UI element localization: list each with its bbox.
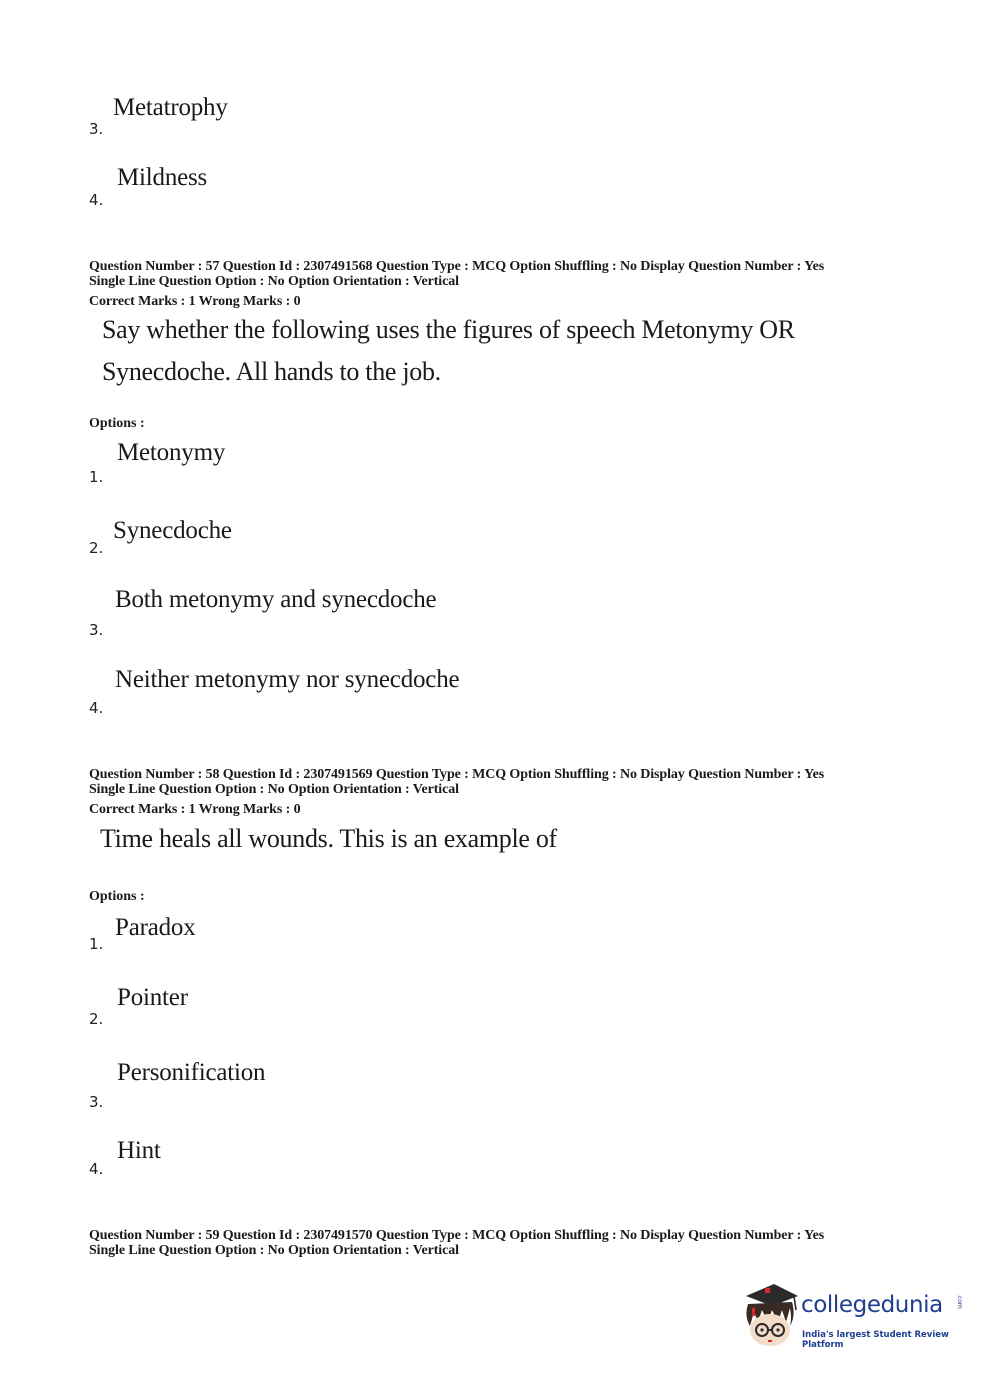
q58-option-3-number: 3. [89, 1093, 104, 1111]
logo-dotcom: .com [956, 1294, 963, 1309]
q58-option-2-text: Pointer [117, 984, 188, 1011]
q57-option-2-number: 2. [89, 539, 104, 557]
q57-option-1-text: Metonymy [117, 439, 226, 466]
q58-meta-line1: Question Number : 58 Question Id : 2307491569 Question Type : MCQ Option Shuffling : No Display Question Number : Yes [89, 767, 825, 782]
q57-options-label: Options : [89, 416, 145, 431]
q57-option-2-text: Synecdoche [113, 517, 232, 544]
q58-option-4-text: Hint [117, 1137, 161, 1164]
q57-option-1-number: 1. [89, 468, 104, 486]
q58-options-label: Options : [89, 889, 145, 904]
q58-option-3-text: Personification [117, 1059, 266, 1086]
q57-meta-line1: Question Number : 57 Question Id : 2307491568 Question Type : MCQ Option Shuffling : No Display Question Number : Yes [89, 259, 825, 274]
q58-option-2-number: 2. [89, 1010, 104, 1028]
q57-meta-line2: Single Line Question Option : No Option Orientation : Vertical [89, 274, 459, 289]
collegedunia-logo [740, 1282, 970, 1352]
logo-tagline: India's largest Student Review Platform [802, 1330, 949, 1350]
q58-option-1-text: Paradox [115, 914, 196, 941]
prev-option-4-number: 4. [89, 191, 104, 209]
q57-option-4-text: Neither metonymy nor synecdoche [115, 666, 460, 693]
q58-meta-line2: Single Line Question Option : No Option Orientation : Vertical [89, 782, 459, 797]
q58-option-1-number: 1. [89, 935, 104, 953]
q59-meta-line2: Single Line Question Option : No Option Orientation : Vertical [89, 1243, 459, 1258]
prev-option-4-text: Mildness [117, 164, 208, 191]
q57-option-3-number: 3. [89, 621, 104, 639]
q58-option-4-number: 4. [89, 1160, 104, 1178]
q57-option-4-number: 4. [89, 699, 104, 717]
q58-marks: Correct Marks : 1 Wrong Marks : 0 [89, 802, 301, 817]
q57-option-3-text: Both metonymy and synecdoche [115, 586, 437, 613]
q59-meta-line1: Question Number : 59 Question Id : 2307491570 Question Type : MCQ Option Shuffling : No Display Question Number : Yes [89, 1228, 825, 1243]
q58-question-line1: Time heals all wounds. This is an example of [100, 824, 557, 853]
q57-question-line2: Synecdoche. All hands to the job. [102, 357, 441, 386]
logo-wordmark: collegedunia [801, 1292, 943, 1318]
q57-question-line1: Say whether the following uses the figures of speech Metonymy OR [102, 315, 795, 344]
q57-marks: Correct Marks : 1 Wrong Marks : 0 [89, 294, 301, 309]
prev-option-3-text: Metatrophy [113, 94, 228, 121]
prev-option-3-number: 3. [89, 120, 104, 138]
mascot-icon [740, 1282, 802, 1352]
